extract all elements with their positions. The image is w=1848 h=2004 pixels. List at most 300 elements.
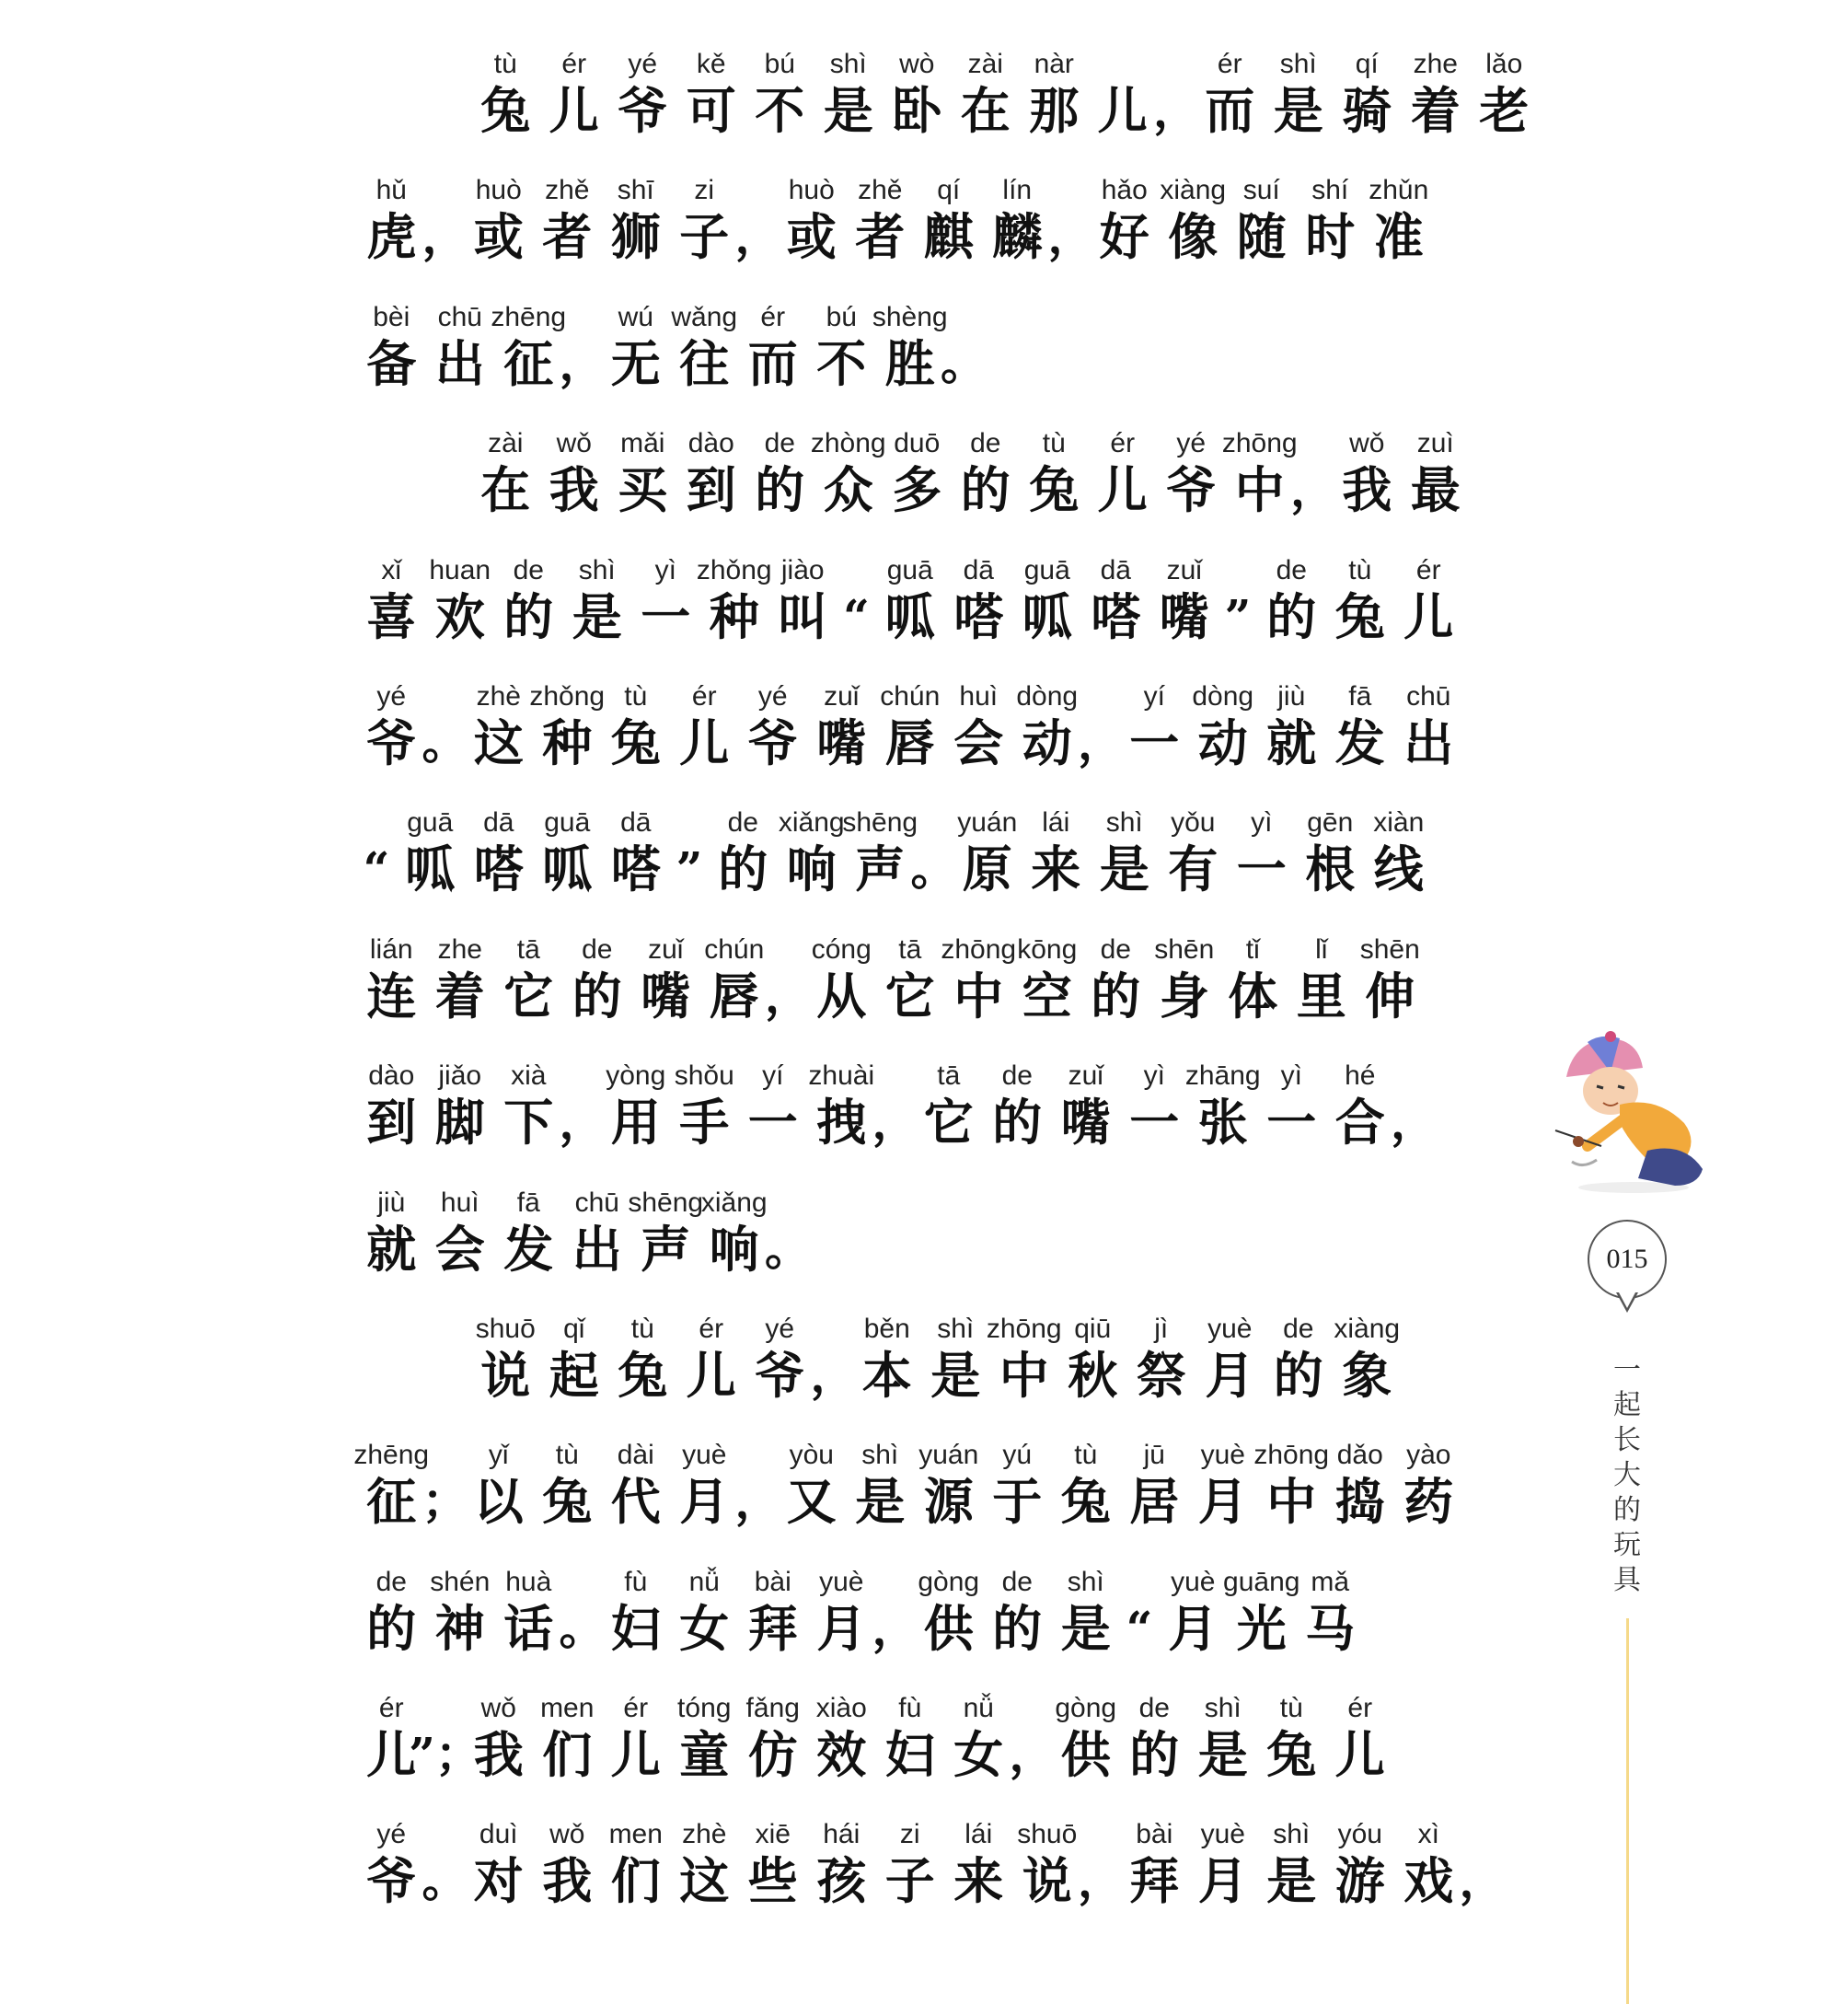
character-unit	[1253, 1439, 1330, 1532]
character-unit	[853, 1313, 922, 1405]
hanzi: 我	[549, 460, 599, 520]
hanzi: 爷	[1166, 460, 1217, 520]
pinyin: shì	[937, 1313, 975, 1344]
punctuation-mark: ，	[559, 335, 606, 390]
hanzi: 秋	[1068, 1345, 1118, 1405]
pinyin: shēn	[1154, 933, 1215, 965]
character-unit	[915, 1566, 984, 1658]
pinyin: jiào	[780, 554, 825, 585]
pinyin: yuè	[819, 1566, 864, 1597]
hanzi: 声	[855, 840, 906, 899]
character-unit	[983, 1566, 1052, 1658]
hanzi: 拜	[1129, 1851, 1180, 1911]
hanzi: 的	[1129, 1725, 1180, 1785]
pinyin: mǎi	[620, 428, 665, 459]
pinyin: dā	[1100, 554, 1131, 585]
character-unit	[1150, 933, 1219, 1025]
hanzi: 本	[861, 1345, 912, 1405]
hanzi: 中	[953, 966, 1004, 1025]
hanzi: 会	[434, 1219, 485, 1279]
character-unit	[494, 1060, 563, 1152]
hanzi: 子	[884, 1851, 935, 1911]
pinyin: bèi	[373, 301, 410, 332]
pinyin: běn	[863, 1313, 910, 1344]
character-unit	[1120, 1692, 1189, 1784]
pinyin: wǎng	[671, 301, 738, 332]
pinyin: yòu	[789, 1440, 834, 1471]
pinyin: zhēng	[491, 301, 567, 332]
character-unit	[426, 1060, 495, 1152]
punctuation-unit	[559, 301, 606, 393]
hanzi: 种	[709, 586, 759, 646]
character-unit	[876, 680, 945, 772]
pinyin: guā	[407, 807, 454, 839]
hanzi: 那	[1029, 81, 1080, 140]
character-unit	[986, 1313, 1062, 1405]
pinyin: hǎo	[1101, 175, 1148, 206]
hanzi: 它	[503, 966, 554, 1025]
punctuation-unit	[1078, 680, 1124, 772]
text-line	[357, 427, 1513, 553]
hanzi: 声	[641, 1219, 691, 1279]
pinyin: ér	[1110, 428, 1136, 459]
pinyin: de	[513, 554, 544, 585]
text-line	[357, 1187, 1513, 1313]
character-unit	[846, 174, 915, 266]
pinyin: gòng	[918, 1566, 980, 1597]
hanzi: 些	[747, 1851, 798, 1911]
hanzi: 爷	[747, 712, 798, 772]
pinyin: xiǎng	[778, 807, 845, 839]
pinyin: xià	[511, 1060, 547, 1092]
pinyin: yuè	[1200, 1819, 1245, 1850]
pinyin: huò	[788, 175, 835, 206]
hanzi: 无	[610, 333, 661, 393]
character-unit	[1257, 1818, 1326, 1910]
hanzi: 兔	[1334, 586, 1385, 646]
pinyin: yé	[765, 1313, 795, 1344]
pinyin: zhōng	[1253, 1440, 1330, 1471]
hanzi: 嗒	[610, 840, 661, 899]
character-unit	[465, 680, 534, 772]
hanzi: 或	[786, 207, 837, 267]
text-line	[357, 1060, 1513, 1186]
character-unit	[915, 1439, 984, 1531]
hanzi: 的	[1273, 1345, 1323, 1405]
hanzi: 下	[503, 1093, 554, 1153]
pinyin: zuǐ	[648, 933, 684, 965]
character-unit	[1081, 933, 1150, 1025]
character-unit	[1081, 554, 1150, 646]
character-unit	[1326, 1439, 1395, 1531]
hanzi: 是	[1273, 81, 1323, 140]
hanzi: 种	[542, 712, 593, 772]
character-unit	[602, 1439, 671, 1531]
character-unit	[1265, 1313, 1334, 1405]
punctuation-mark: ；	[422, 1474, 468, 1529]
hanzi: 卧	[892, 81, 942, 140]
punctuation-mark: 。	[910, 841, 957, 897]
character-unit	[1296, 174, 1365, 266]
hanzi: 着	[1410, 81, 1461, 140]
character-unit	[983, 1439, 1052, 1531]
pinyin: de	[1001, 1060, 1033, 1092]
character-unit	[1013, 933, 1082, 1025]
pinyin: dào	[687, 428, 734, 459]
hanzi: 儿	[1403, 586, 1454, 646]
pinyin: wǒ	[1349, 428, 1385, 459]
pinyin: yé	[376, 1819, 407, 1850]
pinyin: guā	[886, 554, 933, 585]
pinyin: tù	[1348, 554, 1372, 585]
hanzi: 月	[679, 1472, 730, 1532]
character-unit	[608, 48, 677, 140]
pinyin: de	[970, 428, 1001, 459]
pinyin: bài	[1136, 1819, 1173, 1850]
character-unit	[670, 680, 739, 772]
character-unit	[540, 1313, 609, 1405]
pinyin: qí	[937, 175, 961, 206]
character-unit	[1127, 1313, 1196, 1405]
book-title: 一起长大的玩具	[1613, 1354, 1641, 1596]
text-row	[357, 806, 1513, 898]
character-unit	[1326, 1818, 1395, 1910]
pinyin: zhe	[437, 933, 482, 965]
pinyin: shì	[829, 49, 867, 79]
hanzi: 一	[1266, 1093, 1317, 1153]
punctuation-mark: ，	[765, 967, 811, 1023]
hanzi: 不	[816, 333, 867, 393]
hanzi: 发	[503, 1219, 554, 1279]
hanzi: 马	[1305, 1598, 1356, 1658]
pinyin: hǔ	[375, 175, 407, 206]
text-row	[357, 680, 1513, 772]
hanzi: 光	[1236, 1598, 1287, 1658]
pinyin: yí	[1143, 680, 1165, 712]
punctuation-mark: ，	[1078, 1853, 1124, 1908]
pinyin: de	[764, 428, 795, 459]
hanzi: 居	[1129, 1472, 1180, 1532]
pinyin: guā	[544, 807, 591, 839]
character-unit	[677, 48, 746, 140]
hanzi: 儿	[686, 1345, 736, 1405]
character-unit	[602, 1060, 671, 1152]
hanzi: 合	[1334, 1093, 1385, 1153]
pinyin: chū	[574, 1187, 619, 1218]
hanzi: 准	[1373, 207, 1424, 267]
hanzi: 我	[542, 1851, 593, 1911]
pinyin: jì	[1154, 1313, 1169, 1344]
character-unit	[876, 933, 945, 1025]
hanzi: 子	[679, 207, 730, 267]
character-unit	[1394, 1439, 1463, 1531]
character-unit	[1120, 1060, 1189, 1152]
pinyin: qí	[1355, 49, 1379, 79]
hanzi: 伸	[1365, 966, 1415, 1025]
pinyin: mǎ	[1311, 1566, 1350, 1597]
punctuation-unit	[357, 806, 396, 898]
pinyin: tù	[1279, 1693, 1303, 1724]
punctuation-unit	[837, 554, 876, 646]
hanzi: 兔	[542, 1472, 593, 1532]
character-unit	[357, 933, 426, 1025]
pinyin: fā	[516, 1187, 540, 1218]
hanzi: 会	[953, 712, 1004, 772]
character-unit	[631, 554, 700, 646]
text-line	[357, 806, 1513, 932]
pinyin: kě	[696, 49, 726, 79]
punctuation-unit	[1391, 1060, 1437, 1152]
character-unit	[494, 1187, 563, 1279]
pinyin: yuè	[1207, 1313, 1253, 1344]
character-unit	[778, 174, 847, 266]
text-line	[357, 933, 1513, 1060]
pinyin: yú	[1002, 1440, 1033, 1471]
pinyin-text-column	[353, 48, 1530, 1945]
character-unit	[1120, 1439, 1189, 1531]
hanzi: 麟	[992, 207, 1043, 267]
character-unit	[1402, 48, 1471, 140]
pinyin: zhēng	[353, 1440, 430, 1471]
pinyin: de	[582, 933, 613, 965]
hanzi: 的	[960, 460, 1011, 520]
character-unit	[983, 1060, 1052, 1152]
side-divider-line	[1626, 1618, 1629, 2004]
hanzi: 到	[686, 460, 736, 520]
pinyin: yuè	[682, 1440, 727, 1471]
character-unit	[529, 680, 606, 772]
pinyin: zhāng	[1184, 1060, 1261, 1092]
hanzi: 它	[884, 966, 935, 1025]
character-unit	[944, 1818, 1013, 1910]
character-unit	[396, 806, 465, 898]
pinyin: shuō	[475, 1313, 536, 1344]
hanzi: 体	[1228, 966, 1278, 1025]
character-unit	[465, 1692, 534, 1784]
character-unit	[944, 1692, 1013, 1784]
pinyin: ér	[378, 1693, 404, 1724]
character-unit	[1470, 48, 1539, 140]
text-line	[357, 1818, 1513, 1944]
hanzi: 捣	[1334, 1472, 1385, 1532]
pinyin: shì	[861, 1440, 899, 1471]
hanzi: 是	[823, 81, 873, 140]
hanzi: 在	[960, 81, 1011, 140]
punctuation-unit	[1009, 1692, 1056, 1784]
character-unit	[670, 1566, 739, 1658]
hanzi: 众	[823, 460, 873, 520]
hanzi: 儿	[366, 1725, 417, 1785]
pinyin: men	[540, 1693, 595, 1724]
pinyin: huan	[429, 554, 491, 585]
punctuation-unit	[1219, 554, 1257, 646]
pinyin: dā	[483, 807, 514, 839]
character-unit	[602, 680, 671, 772]
pinyin: xiào	[815, 1693, 867, 1724]
pinyin: tù	[555, 1440, 579, 1471]
hanzi: 妇	[884, 1725, 935, 1785]
character-unit	[494, 1566, 563, 1658]
pinyin: shuō	[1017, 1819, 1078, 1850]
hanzi: 又	[786, 1472, 837, 1532]
pinyin: tā	[898, 933, 922, 965]
character-unit	[921, 1313, 990, 1405]
character-unit	[602, 1566, 671, 1658]
punctuation-unit	[422, 680, 468, 772]
character-unit	[883, 427, 952, 519]
character-unit	[846, 1439, 915, 1531]
hanzi: 用	[610, 1093, 661, 1153]
hanzi: 的	[572, 966, 622, 1025]
hanzi: 儿	[679, 712, 730, 772]
character-unit	[602, 1818, 671, 1910]
punctuation-mark: ，	[1047, 209, 1094, 264]
hanzi: 游	[1334, 1851, 1385, 1911]
page-number: 015	[1588, 1220, 1667, 1299]
character-unit	[1257, 680, 1326, 772]
character-unit	[471, 427, 540, 519]
punctuation-unit	[765, 1187, 811, 1279]
character-unit	[357, 1187, 426, 1279]
character-unit	[1296, 806, 1365, 898]
punctuation-mark: ，	[1391, 1095, 1437, 1150]
punctuation-mark: 。	[559, 1600, 606, 1655]
hanzi: 嘴	[1060, 1093, 1111, 1153]
character-unit	[1020, 427, 1089, 519]
pinyin: fù	[624, 1566, 648, 1597]
character-unit	[471, 48, 540, 140]
character-unit	[465, 1818, 534, 1910]
text-row	[357, 1313, 1513, 1405]
hanzi: 起	[549, 1345, 599, 1405]
punctuation-unit	[1120, 1566, 1159, 1658]
hanzi: 嘴	[641, 966, 691, 1025]
text-line	[357, 1313, 1513, 1439]
pinyin: zài	[967, 49, 1003, 79]
character-unit	[670, 1060, 739, 1152]
hanzi: 身	[1159, 966, 1209, 1025]
pinyin: lái	[1042, 807, 1070, 839]
pinyin: qiū	[1074, 1313, 1112, 1344]
pinyin: xì	[1417, 1819, 1439, 1850]
pinyin: zuǐ	[1166, 554, 1202, 585]
punctuation-mark: ，	[422, 209, 468, 264]
character-unit	[1265, 48, 1334, 140]
hanzi: 们	[610, 1851, 661, 1911]
punctuation-mark: 。	[422, 1853, 468, 1908]
pinyin: de	[1001, 1566, 1033, 1597]
pinyin: lǐ	[1315, 933, 1328, 965]
character-unit	[1326, 680, 1395, 772]
hanzi: 爷	[366, 1851, 417, 1911]
hanzi: 爷	[755, 1345, 805, 1405]
hanzi: 对	[473, 1851, 524, 1911]
character-unit	[1326, 554, 1395, 646]
pinyin: ér	[699, 1313, 724, 1344]
pinyin: wǒ	[480, 1693, 516, 1724]
character-unit	[739, 301, 808, 393]
character-unit	[563, 554, 632, 646]
pinyin: jiù	[377, 1187, 406, 1218]
character-unit	[1228, 806, 1297, 898]
character-unit	[1189, 1818, 1258, 1910]
pinyin: yì	[1143, 1060, 1165, 1092]
character-unit	[1402, 427, 1471, 519]
hanzi: 儿	[1097, 460, 1148, 520]
pinyin: wǒ	[556, 428, 592, 459]
pinyin: huò	[475, 175, 522, 206]
hanzi: 一	[641, 586, 691, 646]
hanzi: 是	[1266, 1851, 1317, 1911]
hanzi: 征	[366, 1472, 417, 1532]
character-unit	[807, 1692, 876, 1784]
character-unit	[807, 933, 876, 1025]
pinyin: xiē	[755, 1819, 791, 1850]
character-unit	[778, 806, 847, 898]
pinyin: bài	[754, 1566, 791, 1597]
character-unit	[1189, 1439, 1258, 1531]
punctuation-mark: 。	[765, 1221, 811, 1276]
character-unit	[1089, 48, 1158, 140]
text-row	[357, 48, 1530, 140]
character-unit	[1052, 1692, 1121, 1784]
pinyin: ér	[1347, 1693, 1373, 1724]
character-unit	[631, 933, 700, 1025]
pinyin: ér	[1415, 554, 1441, 585]
pinyin: chū	[437, 301, 482, 332]
hanzi: 爷	[366, 712, 417, 772]
pinyin: zuì	[1416, 428, 1454, 459]
hanzi: 叫	[778, 586, 828, 646]
character-unit	[944, 680, 1013, 772]
character-unit	[357, 301, 426, 393]
pinyin: zuǐ	[824, 680, 860, 712]
hanzi: 到	[366, 1093, 417, 1153]
hanzi: 者	[542, 207, 593, 267]
pinyin: de	[1276, 554, 1307, 585]
pinyin: yì	[1280, 1060, 1302, 1092]
pinyin: jiǎo	[438, 1060, 482, 1092]
character-unit	[1195, 48, 1265, 140]
pinyin: dòng	[1016, 680, 1079, 712]
punctuation-mark: ，	[734, 209, 781, 264]
punctuation-unit	[559, 1060, 606, 1152]
hanzi: 我	[473, 1725, 524, 1785]
text-line	[357, 1566, 1513, 1692]
character-unit	[357, 680, 426, 772]
pinyin: yí	[762, 1060, 784, 1092]
character-unit	[842, 806, 918, 899]
hanzi: 买	[618, 460, 668, 520]
character-unit	[739, 1818, 808, 1910]
punctuation-mark: ，	[559, 1095, 606, 1150]
character-unit	[628, 1187, 704, 1279]
character-unit	[602, 806, 671, 898]
pinyin: zhè	[476, 680, 521, 712]
hanzi: 呱	[405, 840, 456, 899]
character-unit	[533, 1692, 602, 1784]
character-unit	[357, 1566, 426, 1658]
pinyin: yào	[1406, 1440, 1451, 1471]
hanzi: 药	[1403, 1472, 1454, 1532]
pinyin: yé	[628, 49, 658, 79]
pinyin: dài	[617, 1440, 654, 1471]
punctuation-mark: ，	[734, 1474, 781, 1529]
hanzi: 手	[679, 1093, 730, 1153]
pinyin: zhě	[858, 175, 903, 206]
character-unit	[941, 933, 1017, 1025]
character-unit	[1184, 1060, 1261, 1153]
